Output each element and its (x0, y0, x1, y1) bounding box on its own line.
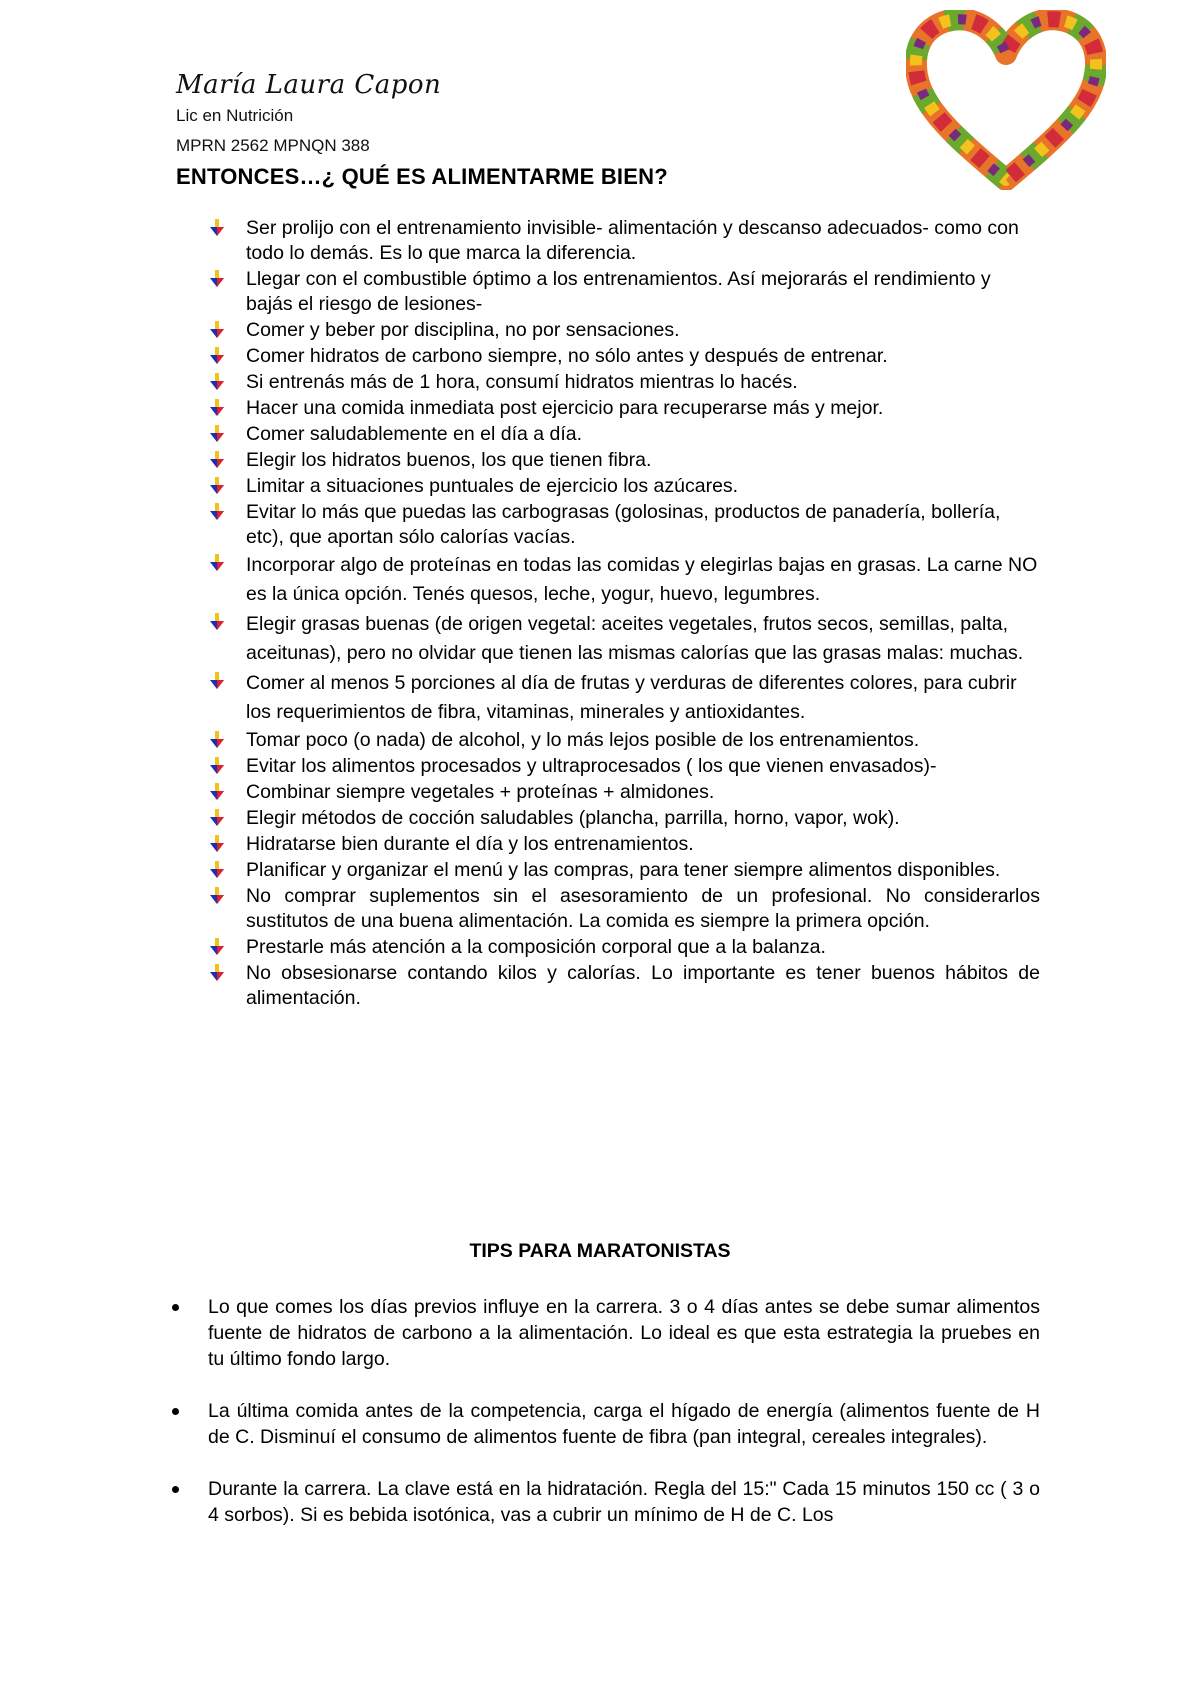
list-item-text: Tomar poco (o nada) de alcohol, y lo más lejos posible de los entrenamientos. (246, 729, 920, 751)
arrow-down-icon (210, 964, 224, 982)
recommendations-list (208, 216, 1040, 1012)
list-item-text: Limitar a situaciones puntuales de ejercicio los azúcares. (246, 475, 739, 497)
bullet-dot-icon (172, 1304, 179, 1311)
arrow-down-icon (210, 373, 224, 391)
list-item (208, 961, 1040, 1011)
list-item-text: Si entrenás más de 1 hora, consumí hidratos mientras lo hacés. (246, 371, 798, 393)
tip-item-text: La última comida antes de la competencia, carga el hígado de energía (alimentos fuente de H de C. Disminuí el consumo de alimentos fuente de fibra (pan integral, cereales integrales). (208, 1400, 1040, 1448)
list-item-text: Ser prolijo con el entrenamiento invisible- alimentación y descanso adecuados- como con todo lo demás. Es lo que marca la diferencia. (246, 217, 1019, 264)
list-item (208, 858, 1040, 883)
arrow-down-icon (210, 938, 224, 956)
list-item (208, 500, 1040, 550)
arrow-down-icon (210, 503, 224, 521)
arrow-down-icon (210, 347, 224, 365)
arrow-down-icon (210, 321, 224, 339)
list-item-text: Elegir grasas buenas (de origen vegetal: aceites vegetales, frutos secos, semillas, palta, aceitunas), pero no olvidar que tienen las mismas calorías que las grasas malas: muchas. (246, 613, 1024, 664)
author-registration: MPRN 2562 MPNQN 388 (176, 136, 370, 155)
list-item-text: Planificar y organizar el menú y las compras, para tener siempre alimentos disponibles. (246, 859, 1001, 881)
list-item-text: Combinar siempre vegetales + proteínas + almidones. (246, 781, 715, 803)
list-item (208, 448, 1040, 473)
list-item (208, 474, 1040, 499)
bullet-dot-icon (172, 1408, 179, 1415)
list-item (208, 216, 1040, 266)
list-item (208, 806, 1040, 831)
list-item (208, 370, 1040, 395)
list-item-text: Incorporar algo de proteínas en todas las comidas y elegirlas bajas en grasas. La carne NO es la única opción. Tenés quesos, leche, yogur, huevo, legumbres. (246, 554, 1038, 605)
list-item-text: Comer al menos 5 porciones al día de frutas y verduras de diferentes colores, para cubrir los requerimientos de fibra, vitaminas, minerales y antioxidantes. (246, 672, 1017, 723)
arrow-down-icon (210, 425, 224, 443)
list-item (208, 318, 1040, 343)
list-item (208, 754, 1040, 779)
tip-item-text: Durante la carrera. La clave está en la hidratación. Regla del 15:" Cada 15 minutos 150 cc ( 3 o 4 sorbos). Si es bebida isotónica, vas a cubrir un mínimo de H de C. Los (208, 1478, 1040, 1526)
tip-item (168, 1294, 1040, 1372)
list-item (208, 267, 1040, 317)
arrow-down-icon (210, 809, 224, 827)
list-item-text: Hidratarse bien durante el día y los entrenamientos. (246, 833, 694, 855)
tips-list (168, 1294, 1040, 1554)
arrow-down-icon (210, 783, 224, 801)
list-item (208, 832, 1040, 857)
fruit-heart-icon (906, 10, 1106, 190)
author-name: María Laura Capon (176, 70, 442, 100)
list-item (208, 610, 1040, 668)
list-item-text: Elegir métodos de cocción saludables (plancha, parrilla, horno, vapor, wok). (246, 807, 900, 829)
list-item-text: Comer saludablemente en el día a día. (246, 423, 583, 445)
arrow-down-icon (210, 270, 224, 288)
arrow-down-icon (210, 731, 224, 749)
list-item (208, 396, 1040, 421)
list-item-text: Comer hidratos de carbono siempre, no sólo antes y después de entrenar. (246, 345, 888, 367)
list-item (208, 551, 1040, 609)
arrow-down-icon (210, 757, 224, 775)
author-title: Lic en Nutrición (176, 106, 294, 125)
list-item (208, 344, 1040, 369)
tip-item (168, 1398, 1040, 1450)
tips-title: TIPS PARA MARATONISTAS (469, 1240, 731, 1262)
list-item-text: Evitar los alimentos procesados y ultraprocesados ( los que vienen envasados)- (246, 755, 937, 777)
page-title: ENTONCES…¿ QUÉ ES ALIMENTARME BIEN? (176, 164, 668, 189)
list-item-text: No obsesionarse contando kilos y calorías. Lo importante es tener buenos hábitos de alimentación. (246, 962, 1040, 1009)
list-item (208, 884, 1040, 934)
arrow-down-icon (210, 887, 224, 905)
list-item-text: No comprar suplementos sin el asesoramiento de un profesional. No considerarlos sustitutos de una buena alimentación. La comida es siempre la primera opción. (246, 885, 1040, 932)
arrow-down-icon (210, 477, 224, 495)
list-item-text: Elegir los hidratos buenos, los que tienen fibra. (246, 449, 652, 471)
arrow-down-icon (210, 861, 224, 879)
list-item (208, 935, 1040, 960)
arrow-down-icon (210, 672, 224, 690)
list-item-text: Hacer una comida inmediata post ejercicio para recuperarse más y mejor. (246, 397, 884, 419)
bullet-dot-icon (172, 1486, 179, 1493)
arrow-down-icon (210, 613, 224, 631)
arrow-down-icon (210, 451, 224, 469)
list-item (208, 728, 1040, 753)
list-item-text: Comer y beber por disciplina, no por sensaciones. (246, 319, 680, 341)
tip-item (168, 1476, 1040, 1528)
list-item (208, 669, 1040, 727)
list-item (208, 422, 1040, 447)
arrow-down-icon (210, 219, 224, 237)
arrow-down-icon (210, 554, 224, 572)
list-item (208, 780, 1040, 805)
list-item-text: Llegar con el combustible óptimo a los entrenamientos. Así mejorarás el rendimiento y bajás el riesgo de lesiones- (246, 268, 991, 315)
arrow-down-icon (210, 399, 224, 417)
arrow-down-icon (210, 835, 224, 853)
list-item-text: Evitar lo más que puedas las carbograsas (golosinas, productos de panadería, bollería, etc), que aportan sólo calorías vacías. (246, 501, 1001, 548)
list-item-text: Prestarle más atención a la composición corporal que a la balanza. (246, 936, 826, 958)
tip-item-text: Lo que comes los días previos influye en la carrera. 3 o 4 días antes se debe sumar alimentos fuente de hidratos de carbono a la alimentación. Lo ideal es que esta estrategia la pruebes en tu último fondo largo. (208, 1296, 1040, 1370)
